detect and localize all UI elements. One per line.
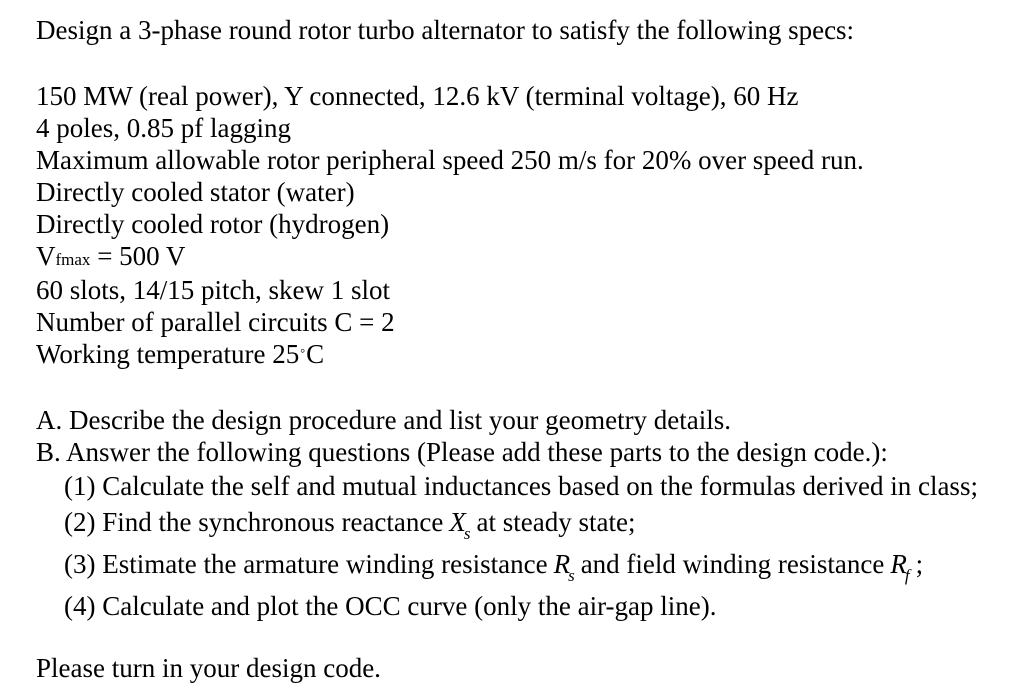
field-resistance-symbol: $R_f$: [890, 549, 910, 585]
spec-rotor-cooling-line: Directly cooled rotor (hydrogen): [36, 209, 390, 239]
question-3-prefix: (3) Estimate the armature winding resistance: [64, 549, 548, 579]
temp-text: Working temperature 25: [36, 339, 300, 369]
temp-unit: C: [306, 339, 325, 369]
synchronous-reactance-symbol: $X_s$: [449, 507, 471, 543]
question-3-suffix: ;: [915, 549, 924, 579]
spec-field-voltage-line: [36, 240, 185, 276]
question-1: (1) Calculate the self and mutual inductances based on the formulas derived in class;: [64, 471, 978, 501]
vf-subscript: fmax: [55, 250, 91, 269]
spec-parallel-circuits-line: Number of parallel circuits C = 2: [36, 307, 395, 337]
spec-speed-line: Maximum allowable rotor peripheral speed 250 m/s for 20% over speed run.: [36, 145, 864, 175]
question-3: [64, 548, 923, 584]
spec-slots-line: 60 slots, 14/15 pitch, skew 1 slot: [36, 275, 391, 305]
task-b: B. Answer the following questions (Please add these parts to the design code.):: [36, 437, 888, 467]
armature-resistance-symbol: $R_s$: [553, 549, 575, 585]
question-4: (4) Calculate and plot the OCC curve (only the air-gap line).: [64, 591, 717, 621]
closing-instruction: Please turn in your design code.: [36, 653, 381, 683]
question-2-suffix: at steady state;: [476, 507, 636, 537]
task-a: A. Describe the design procedure and list your geometry details.: [36, 405, 732, 435]
question-2-prefix: (2) Find the synchronous reactance: [64, 507, 444, 537]
question-3-middle: and field winding resistance: [580, 549, 885, 579]
document-title: Design a 3-phase round rotor turbo alternator to satisfy the following specs:: [36, 15, 855, 45]
spec-stator-cooling-line: Directly cooled stator (water): [36, 177, 355, 207]
degree-symbol: °: [300, 346, 306, 360]
spec-power-line: 150 MW (real power), Y connected, 12.6 kV (terminal voltage), 60 Hz: [36, 81, 799, 111]
question-2: [64, 506, 635, 542]
vf-symbol: V: [36, 241, 56, 271]
vf-value: = 500 V: [90, 241, 186, 271]
spec-temperature-line: [36, 338, 324, 375]
spec-poles-line: 4 poles, 0.85 pf lagging: [36, 113, 291, 143]
